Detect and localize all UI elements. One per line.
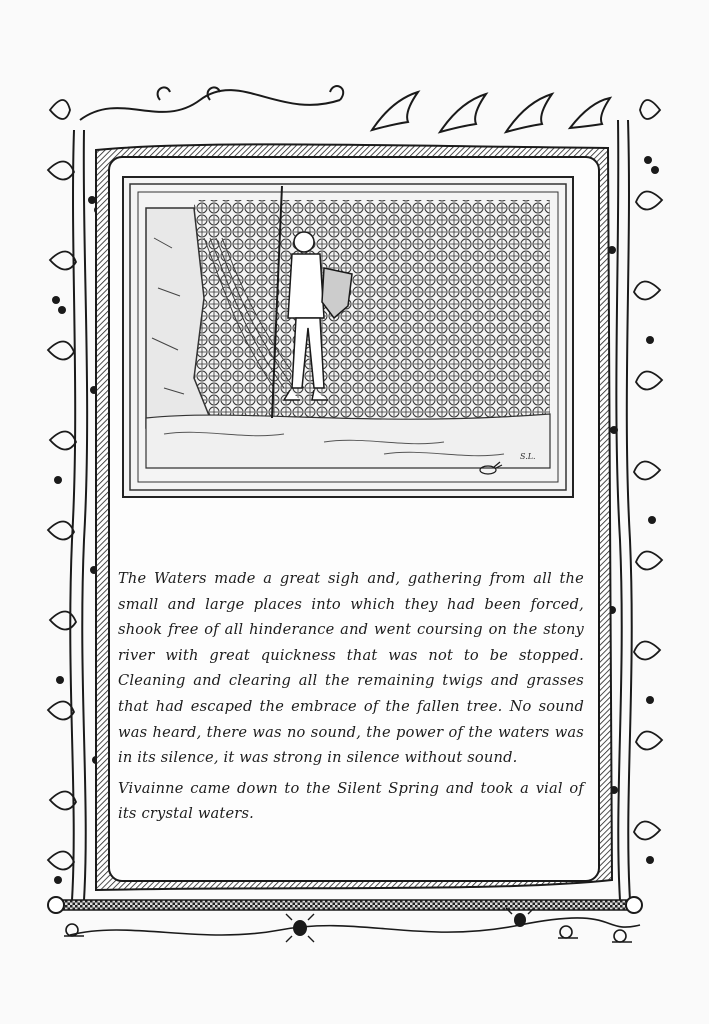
illustration-frame <box>122 176 574 498</box>
story-paragraph: The Waters made a great sigh and, gathering from all the small and large places into which they had been forced, shook free of all hinderance and went coursing on the stony river with great quickness that was not to be stopped. Cleaning and clearing all the remaining twigs and grasses that had escaped the embrace of the fallen tree. No sound was heard, there was no sound, the power of the waters was in its silence, it was strong in silence without sound. <box>118 570 584 767</box>
swallow-bird-icon <box>372 92 610 132</box>
story-text <box>118 566 584 832</box>
artist-mark: S.L. <box>520 452 536 461</box>
story-paragraph: Vivainne came down to the Silent Spring and took a vial of its crystal waters. <box>118 779 584 823</box>
knight-scene-illustration <box>124 178 572 496</box>
